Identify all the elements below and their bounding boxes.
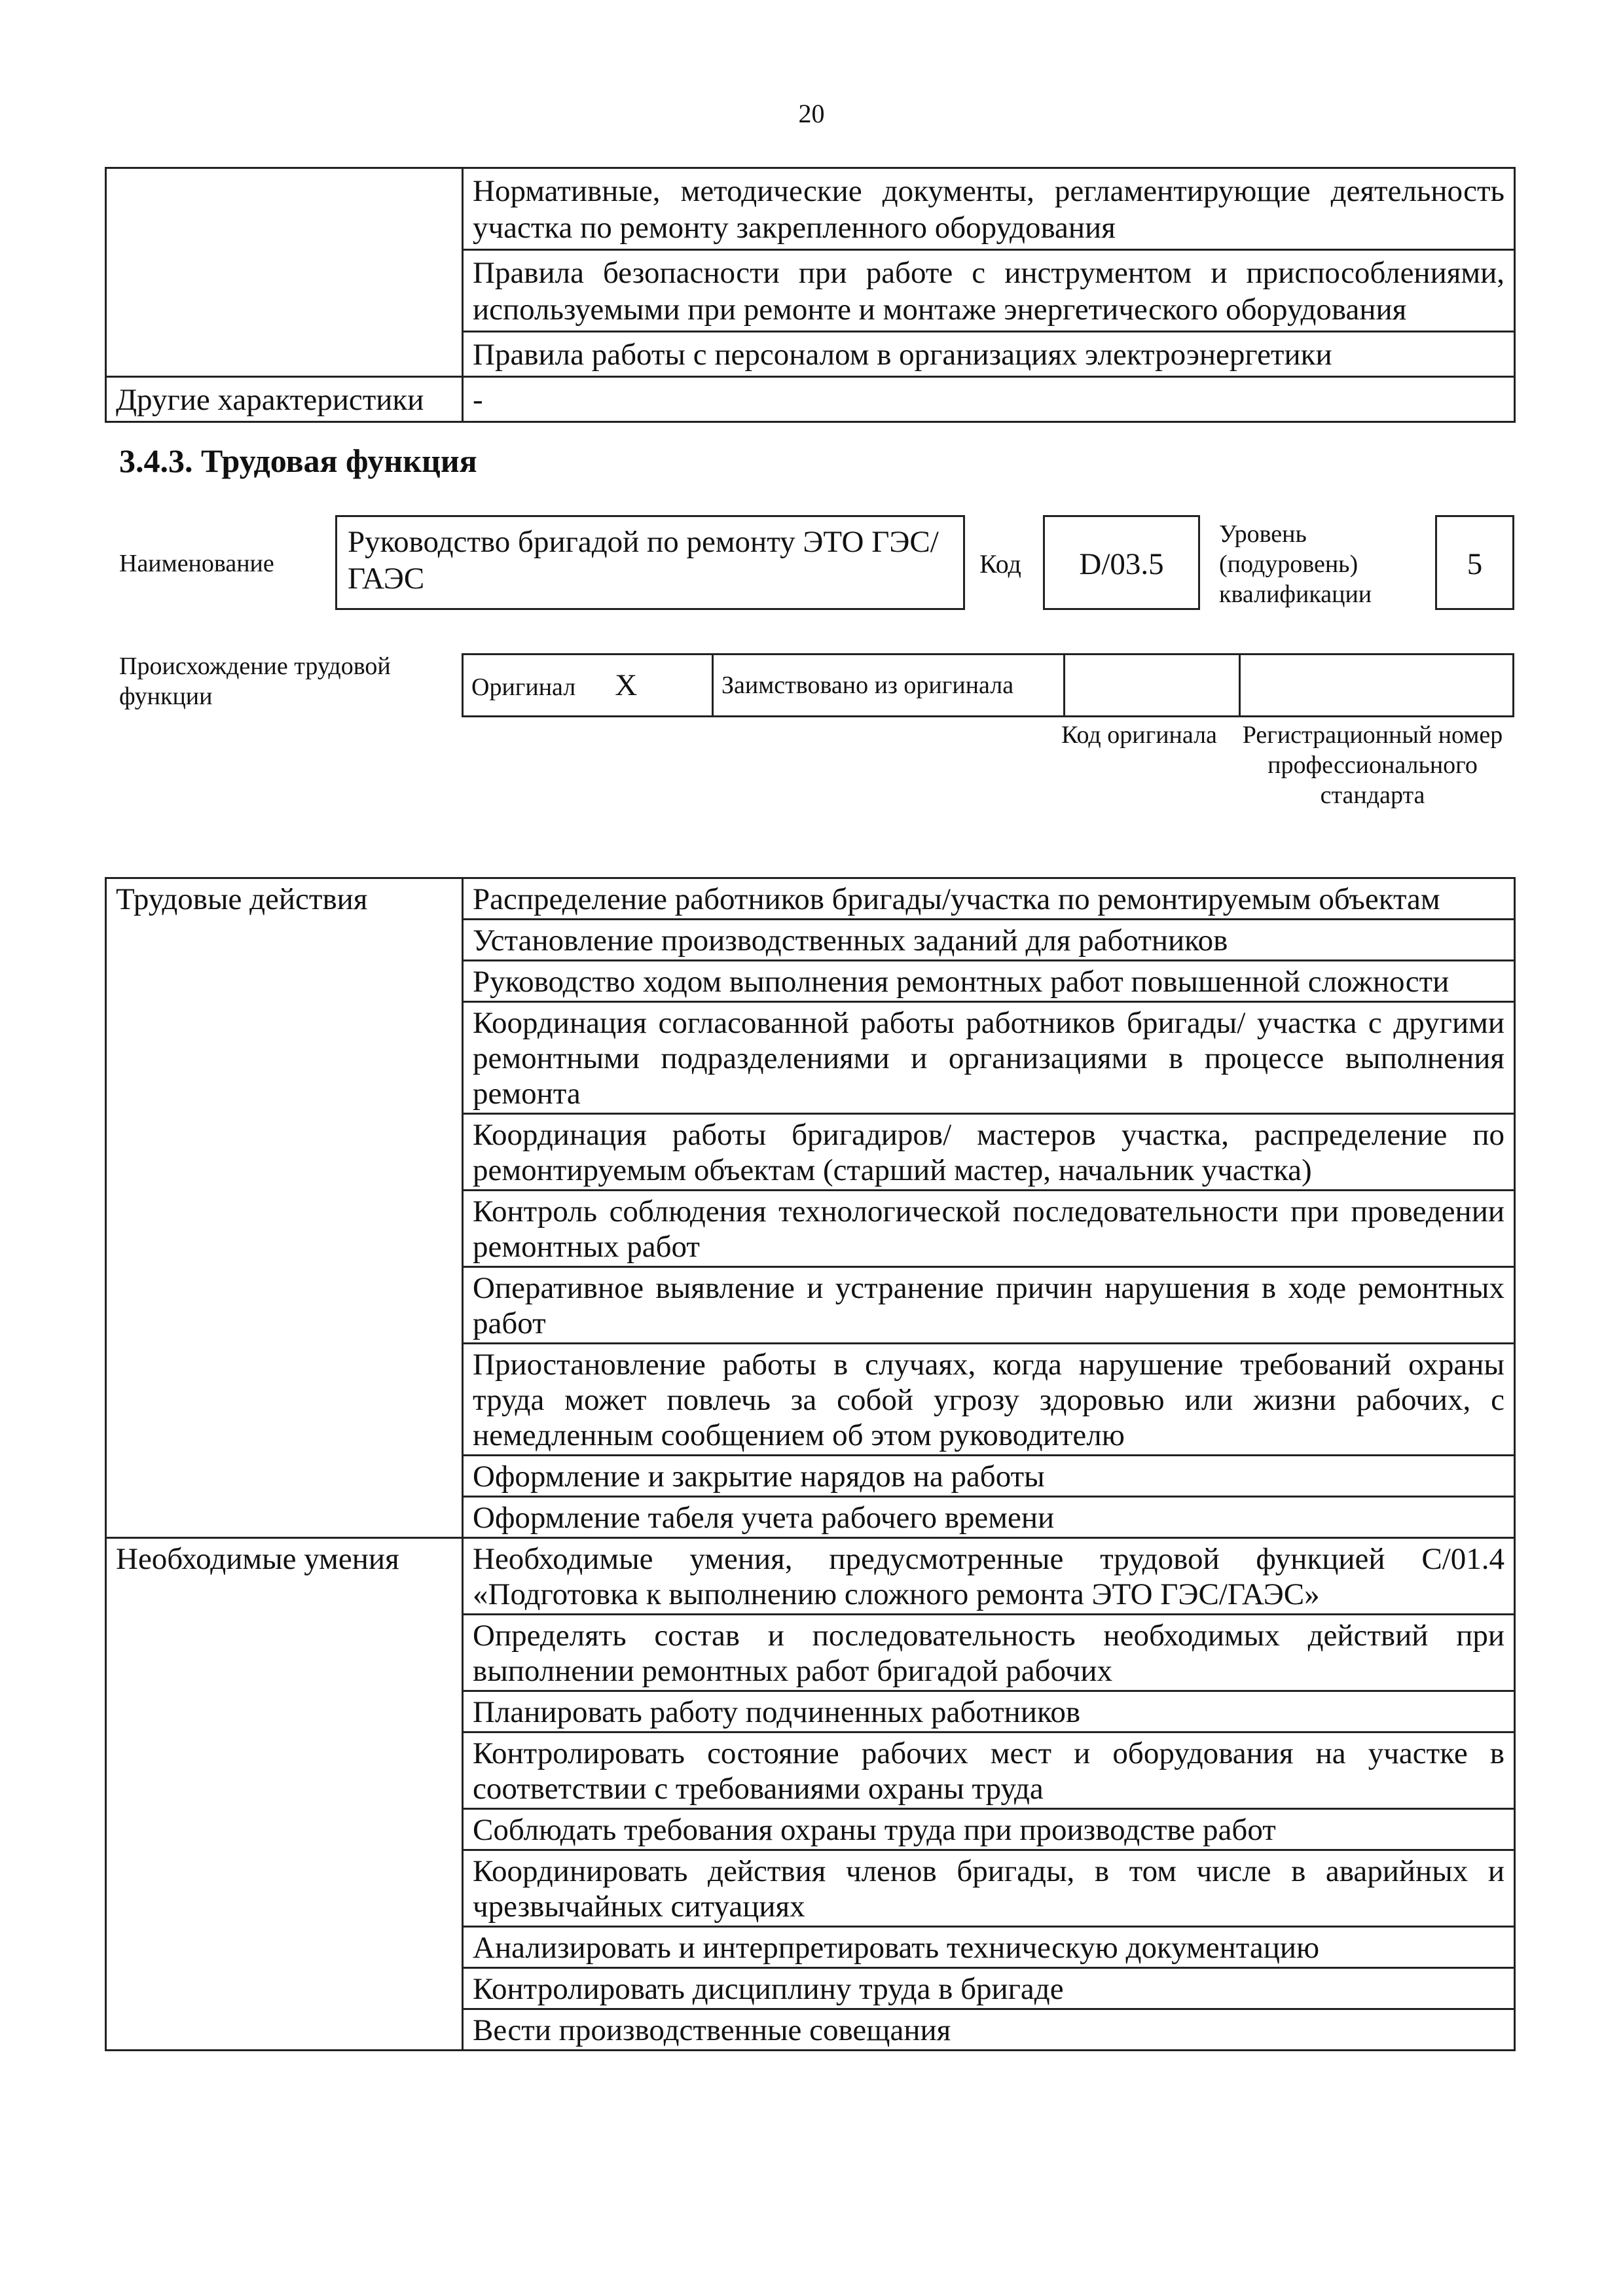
qualification-level-label: Уровень (подуровень) квалификации [1219,520,1372,608]
labor-actions-label: Трудовые действия [106,878,463,1538]
registration-number-cell [1240,655,1514,717]
origin-original-cell [463,655,713,717]
labor-action-item: Координация согласованной работы работников бригады/ участка с другими ремонтными подразделениями и организациями в процессе выполнения ремонта [463,1002,1515,1114]
page-number: 20 [798,99,825,128]
labor-action-item: Руководство ходом выполнения ремонтных работ повышенной сложности [463,961,1515,1002]
function-name-box: Руководство бригадой по ремонту ЭТО ГЭС/ГАЭС [335,515,965,610]
name-label: Наименование [119,550,274,577]
other-characteristics-label: Другие характеристики [106,377,463,422]
knowledge-item: Правила работы с персоналом в организациях электроэнергетики [463,332,1515,377]
original-code-caption: Код оригинала [1061,721,1217,749]
labor-action-item: Установление производственных заданий для работников [463,920,1515,961]
registration-number-caption: Регистрационный номер профессионального стандарта [1242,721,1503,809]
origin-label: Происхождение трудовой функции [119,653,391,710]
required-skill-item: Соблюдать требования охраны труда при производстве работ [463,1809,1515,1850]
labor-action-item: Контроль соблюдения технологической последовательности при проведении ремонтных работ [463,1191,1515,1267]
other-characteristics-value: - [463,377,1515,422]
knowledge-item: Нормативные, методические документы, регламентирующие деятельность участка по ремонту закрепленного оборудования [463,168,1515,250]
origin-table [462,653,1514,717]
borrowed-label: Заимствовано из оригинала [713,655,1065,717]
labor-action-item: Распределение работников бригады/участка по ремонтируемым объектам [463,878,1515,920]
required-skill-item: Необходимые умения, предусмотренные трудовой функцией C/01.4 «Подготовка к выполнению сложного ремонта ЭТО ГЭС/ГАЭС» [463,1538,1515,1615]
required-skills-label: Необходимые умения [106,1538,463,2051]
required-skill-item: Координировать действия членов бригады, в том числе в аварийных и чрезвычайных ситуациях [463,1850,1515,1927]
required-skill-item: Контролировать дисциплину труда в бригаде [463,1968,1515,2009]
function-code-box: D/03.5 [1043,515,1200,610]
knowledge-item: Правила безопасности при работе с инструментом и приспособлениями, используемыми при ремонте и монтаже энергетического оборудования [463,250,1515,332]
required-skill-item: Определять состав и последовательность необходимых действий при выполнении ремонтных работ бригадой рабочих [463,1615,1515,1691]
knowledge-table-continuation [105,167,1516,423]
section-title: 3.4.3. Трудовая функция [119,442,477,479]
knowledge-label-cell [106,168,463,377]
required-skill-item: Анализировать и интерпретировать техническую документацию [463,1927,1515,1968]
code-label: Код [979,549,1021,579]
labor-action-item: Приостановление работы в случаях, когда нарушение требований охраны труда может повлечь за собой угрозу здоровью или жизни рабочих, с немедленным сообщением об этом руководителю [463,1344,1515,1456]
labor-action-item: Оперативное выявление и устранение причин нарушения в ходе ремонтных работ [463,1267,1515,1344]
required-skill-item: Вести производственные совещания [463,2009,1515,2051]
qualification-level-box: 5 [1435,515,1514,610]
original-mark: X [615,668,638,702]
labor-function-table [105,877,1516,2051]
labor-action-item: Оформление табеля учета рабочего времени [463,1497,1515,1538]
labor-action-item: Координация работы бригадиров/ мастеров участка, распределение по ремонтируемым объектам (старший мастер, начальник участка) [463,1114,1515,1191]
labor-action-item: Оформление и закрытие нарядов на работы [463,1456,1515,1497]
required-skill-item: Контролировать состояние рабочих мест и оборудования на участке в соответствии с требованиями охраны труда [463,1732,1515,1809]
required-skill-item: Планировать работу подчиненных работников [463,1691,1515,1732]
original-label: Оригинал [471,673,576,701]
original-code-cell [1065,655,1240,717]
